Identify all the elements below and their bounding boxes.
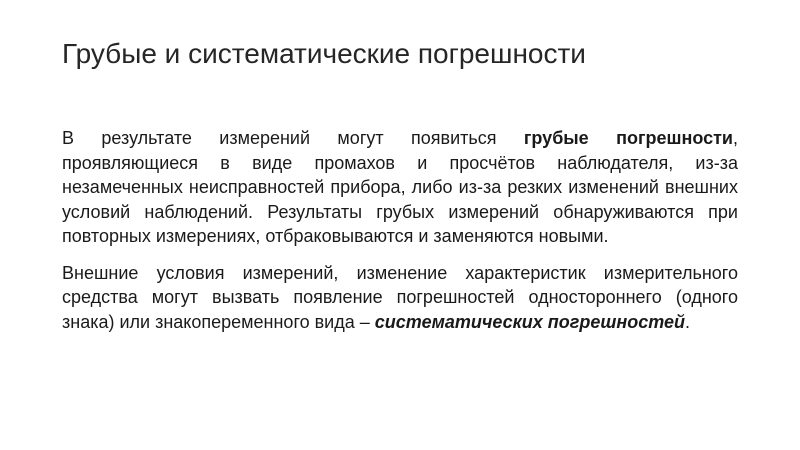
slide-title: Грубые и систематические погрешности <box>62 38 586 69</box>
paragraph-2-lead: Внешние условия измерений, изменение характеристик измерительного средства могут вызвать появление погрешностей одностороннего (одного знака) или знакопеременного вида – <box>62 262 738 332</box>
paragraph-1-rest: , проявляющиеся в виде промахов и просчётов наблюдателя, из-за незамеченных неисправностей прибора, либо из-за резких изменений внешних условий наблюдений. Результаты грубых измерений обнаруживаются при повторных измерениях, отбраковываются и заменяются новыми. <box>62 128 738 246</box>
slide-body <box>62 126 738 334</box>
paragraph-2-tail: . <box>685 311 691 332</box>
paragraph-1-lead: В результате измерений могут появиться <box>62 128 524 148</box>
paragraph-systematic-errors <box>62 261 738 335</box>
systematic-errors-term: систематических погрешностей <box>374 311 686 332</box>
gross-errors-term: грубые погрешности <box>523 128 733 148</box>
paragraph-gross-errors <box>62 126 738 249</box>
